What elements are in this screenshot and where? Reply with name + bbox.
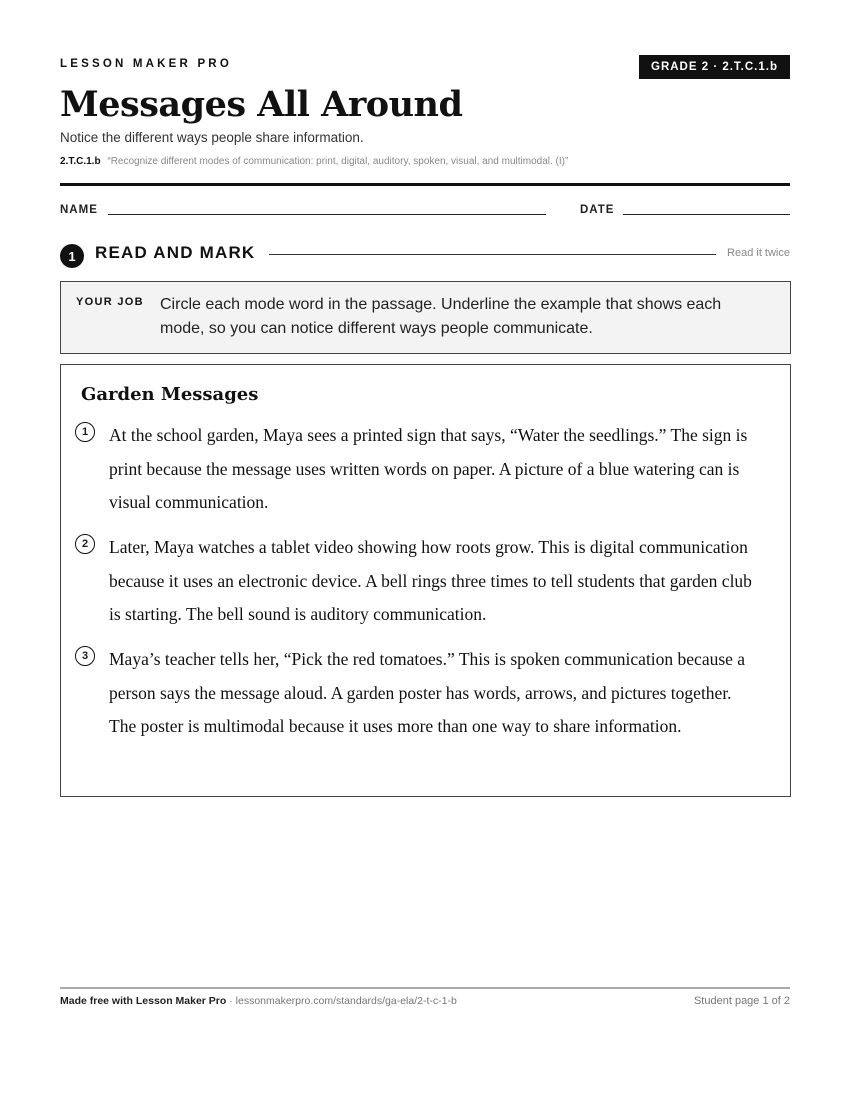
footer-url[interactable]: · lessonmakerpro.com/standards/ga-ela/2-t-c-1-b <box>226 995 457 1007</box>
header-divider <box>60 183 790 186</box>
instructions-text: Circle each mode word in the passage. Underline the example that shows each mode, so you can notice different ways people communicate. <box>160 296 722 337</box>
footer-credit <box>60 995 457 1007</box>
date-label: DATE <box>580 204 615 216</box>
footer-made-with: Made free with Lesson Maker Pro <box>60 995 227 1007</box>
passage-box <box>60 364 791 797</box>
instructions-label: YOUR JOB <box>76 296 144 308</box>
paragraph-number: 3 <box>75 646 95 666</box>
paragraph-text: Later, Maya watches a tablet video showing how roots grow. This is digital communication because it uses an electronic device. A bell rings three times to tell students that garden club is starting. The bell sound is auditory communication. <box>109 537 752 625</box>
paragraph-text: At the school garden, Maya sees a printed sign that says, “Water the seedlings.” The sign is print because the message uses written words on paper. A picture of a blue watering can is visual communication. <box>109 425 748 513</box>
standard-line <box>60 156 568 167</box>
name-field[interactable] <box>108 214 546 215</box>
page-indicator: Student page 1 of 2 <box>693 995 790 1007</box>
paragraph-number: 1 <box>75 422 95 442</box>
grade-badge: GRADE 2 · 2.T.C.1.b <box>639 55 790 79</box>
section-divider <box>269 254 716 255</box>
standard-code: 2.T.C.1.b <box>60 156 101 167</box>
standard-text: “Recognize different modes of communication: print, digital, auditory, spoken, visual, and multimodal. (I)” <box>107 156 569 167</box>
section-note: Read it twice <box>727 247 790 259</box>
brand-name: LESSON MAKER PRO <box>60 58 232 70</box>
instructions-box <box>60 281 791 354</box>
section-number-badge: 1 <box>60 244 84 268</box>
paragraph-text: Maya’s teacher tells her, “Pick the red tomatoes.” This is spoken communication because a person says the message aloud. A garden poster has words, arrows, and pictures together. The poster is multimodal because it uses more than one way to share information. <box>109 649 746 737</box>
passage-title: Garden Messages <box>81 384 259 405</box>
paragraph-number: 2 <box>75 534 95 554</box>
footer-divider <box>60 987 790 989</box>
date-field[interactable] <box>623 214 790 215</box>
section-header <box>60 242 790 268</box>
page-title: Messages All Around <box>60 84 463 125</box>
name-label: NAME <box>60 204 98 216</box>
section-title: READ AND MARK <box>95 243 256 262</box>
page-subtitle: Notice the different ways people share information. <box>60 130 364 145</box>
